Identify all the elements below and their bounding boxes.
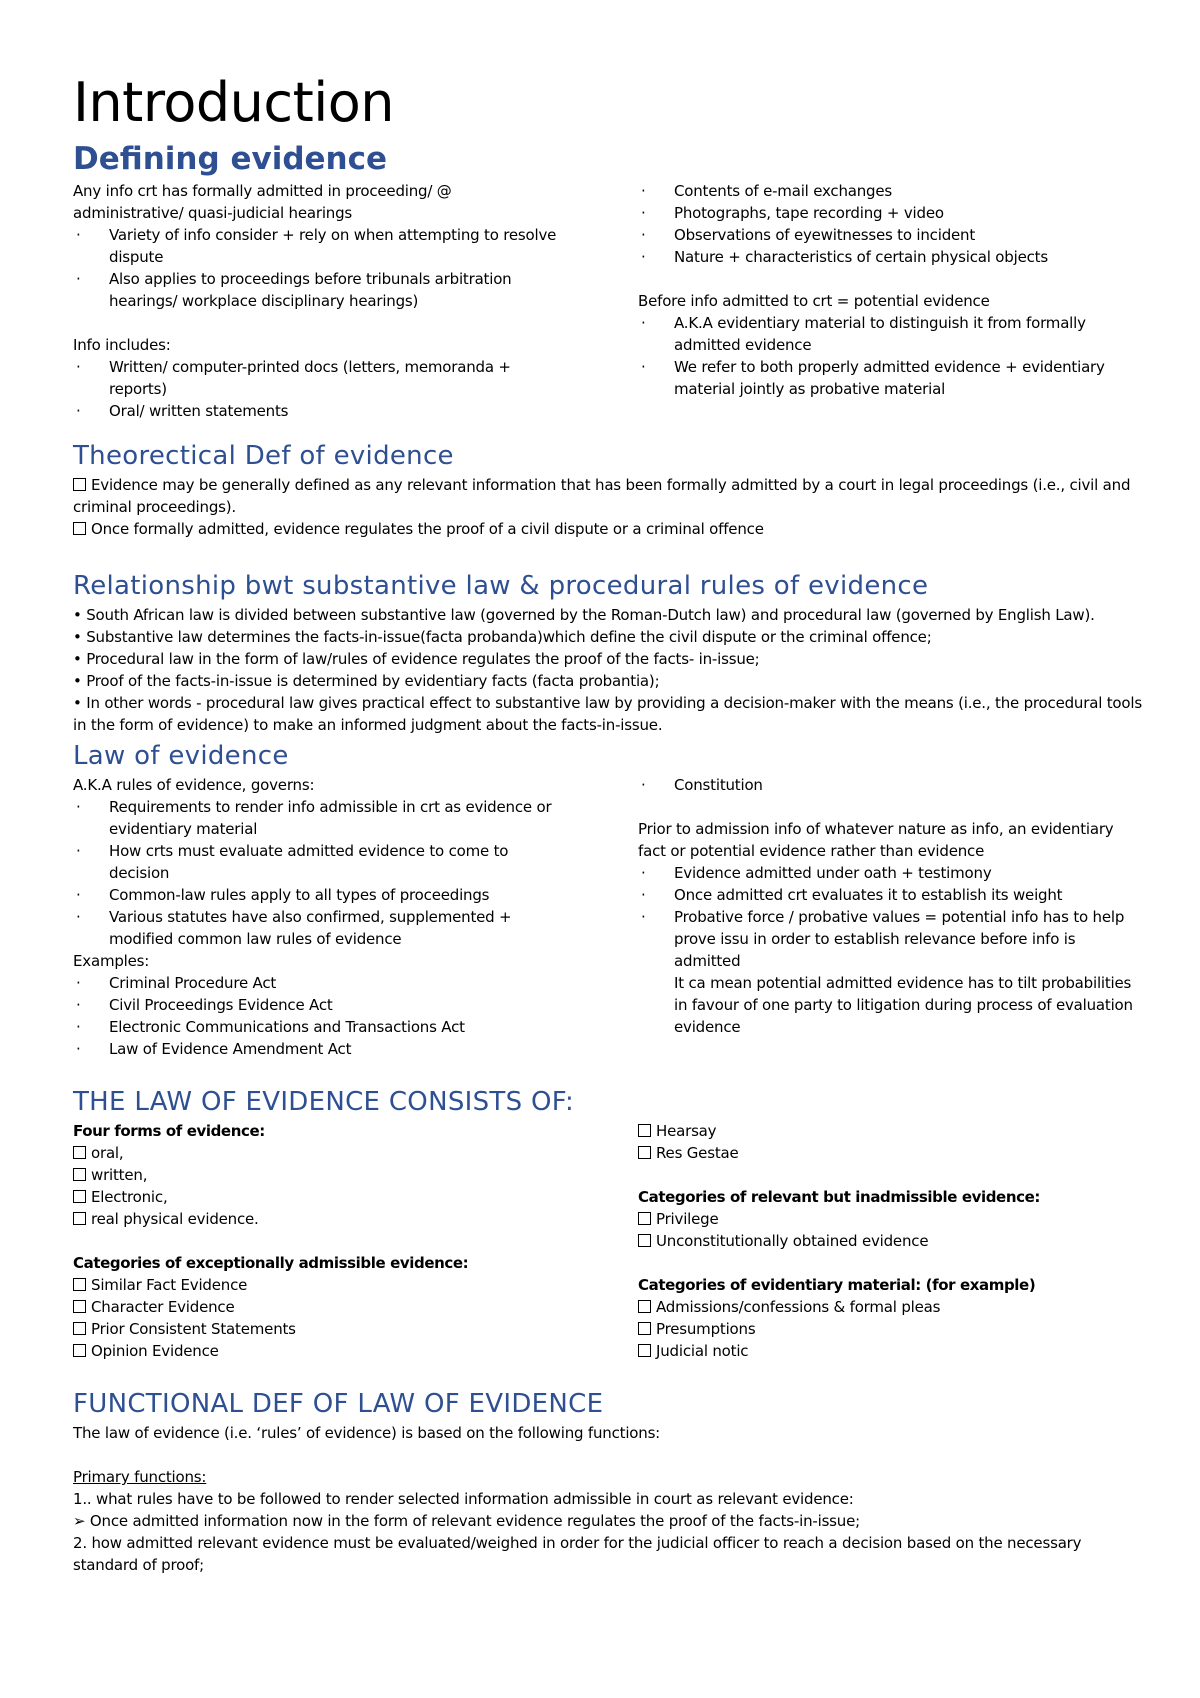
checkbox-item <box>73 518 1143 540</box>
list-item: · Requirements to render info admissible in crt as evidence or evidentiary material <box>73 796 569 840</box>
checkbox-item <box>638 1340 1143 1362</box>
checkbox-item <box>638 1318 1143 1340</box>
item-text: Presumptions <box>656 1320 756 1338</box>
material-label: Categories of evidentiary material: (for example) <box>638 1276 1036 1294</box>
checkbox-icon <box>638 1124 651 1137</box>
relationship-section <box>73 604 1143 736</box>
list-item: • Substantive law determines the facts-in-issue(facta probanda)which define the civil dispute or the criminal offence; <box>73 628 932 646</box>
checkbox-icon <box>73 1344 86 1357</box>
list-item: • Proof of the facts-in-issue is determined by evidentiary facts (facta probantia); <box>73 672 660 690</box>
checkbox-icon <box>638 1234 651 1247</box>
checkbox-icon <box>638 1300 651 1313</box>
item-text: Privilege <box>656 1210 719 1228</box>
checkbox-item <box>73 1164 638 1186</box>
list-item: • South African law is divided between substantive law (governed by the Roman-Dutch law) and procedural law (governed by English Law). <box>73 606 1095 624</box>
functional-section <box>73 1422 1143 1576</box>
item-text: Unconstitutionally obtained evidence <box>656 1232 929 1250</box>
checkbox-item <box>73 1274 638 1296</box>
list-item: · A.K.A evidentiary material to distinguish it from formally admitted evidence <box>638 312 1143 356</box>
list-item: · Oral/ written statements <box>73 400 638 422</box>
info-includes-label: Info includes: <box>73 336 171 354</box>
theoretical-section <box>73 474 1143 540</box>
page-title: Introduction <box>73 71 395 134</box>
list-item: · Various statutes have also confirmed, supplemented + modified common law rules of evidence <box>73 906 549 950</box>
list-item: · Civil Proceedings Evidence Act <box>73 994 638 1016</box>
item-text: real physical evidence. <box>91 1210 259 1228</box>
law-of-evidence-heading: Law of evidence <box>73 741 289 771</box>
list-item: · Common-law rules apply to all types of proceedings <box>73 884 638 906</box>
list-item: · Once admitted crt evaluates it to establish its weight <box>638 884 1143 906</box>
checkbox-item <box>73 1296 638 1318</box>
checkbox-icon <box>73 1168 86 1181</box>
item-text: Prior Consistent Statements <box>91 1320 296 1338</box>
list-item: · Electronic Communications and Transactions Act <box>73 1016 638 1038</box>
checkbox-item <box>638 1230 1143 1252</box>
list-item: · Criminal Procedure Act <box>73 972 638 994</box>
item-text: oral, <box>91 1144 124 1162</box>
checkbox-icon <box>73 1190 86 1203</box>
list-item: · Observations of eyewitnesses to incident <box>638 224 1143 246</box>
list-item: · Photographs, tape recording + video <box>638 202 1143 224</box>
list-item: · How crts must evaluate admitted evidence to come to decision <box>73 840 539 884</box>
checkbox-icon <box>638 1146 651 1159</box>
checkbox-item <box>73 1318 638 1340</box>
checkbox-icon <box>638 1322 651 1335</box>
checkbox-icon <box>73 522 86 535</box>
examples-label: Examples: <box>73 952 150 970</box>
primary-functions-label: Primary functions: <box>73 1468 207 1486</box>
item-text: Electronic, <box>91 1188 168 1206</box>
list-item: · Variety of info consider + rely on when attempting to resolve dispute <box>73 224 569 268</box>
defining-evidence-heading: Defining evidence <box>73 141 388 177</box>
checkbox-icon <box>73 1212 86 1225</box>
list-item: · Constitution <box>638 774 1143 796</box>
list-item: · Nature + characteristics of certain physical objects <box>638 246 1143 268</box>
item-text: Similar Fact Evidence <box>91 1276 248 1294</box>
item-text: Evidence may be generally defined as any relevant information that has been formally admitted by a court in legal proceedings (i.e., civil and criminal proceedings). <box>73 476 1131 516</box>
item-text: Judicial notic <box>656 1342 749 1360</box>
item-text: Once formally admitted, evidence regulates the proof of a civil dispute or a criminal offence <box>91 520 764 538</box>
law-of-evidence-section <box>73 774 1143 1060</box>
checkbox-icon <box>73 1322 86 1335</box>
checkbox-icon <box>73 1300 86 1313</box>
law-intro: A.K.A rules of evidence, governs: <box>73 776 315 794</box>
checkbox-item <box>73 1340 638 1362</box>
list-item: • In other words - procedural law gives practical effect to substantive law by providing a decision-maker with the means (i.e., the procedural tools in the form of evidence) to make an informed judgment about the facts-in-issue. <box>73 694 1142 734</box>
checkbox-item <box>73 1208 638 1230</box>
consists-heading: THE LAW OF EVIDENCE CONSISTS OF: <box>73 1087 575 1117</box>
defining-intro: Any info crt has formally admitted in proceeding/ @ administrative/ quasi-judicial hearings <box>73 182 452 222</box>
functional-intro: The law of evidence (i.e. ‘rules’ of evidence) is based on the following functions: <box>73 1424 661 1442</box>
item-text: written, <box>91 1166 148 1184</box>
document-page <box>73 70 1143 1576</box>
checkbox-item <box>73 1186 638 1208</box>
list-item: · Written/ computer-printed docs (letters, memoranda + reports) <box>73 356 529 400</box>
list-item: · Probative force / probative values = potential info has to help prove issu in order to establish relevance before info is admitted <box>638 906 1143 972</box>
item-text: Res Gestae <box>656 1144 739 1162</box>
theoretical-heading: Theorectical Def of evidence <box>73 441 454 471</box>
item-text: Admissions/confessions & formal pleas <box>656 1298 941 1316</box>
checkbox-icon <box>638 1212 651 1225</box>
checkbox-item <box>638 1296 1143 1318</box>
list-item: · Evidence admitted under oath + testimony <box>638 862 1143 884</box>
inadmissible-label: Categories of relevant but inadmissible evidence: <box>638 1188 1040 1206</box>
evaluation-note: It ca mean potential admitted evidence has to tilt probabilities in favour of one party to litigation during process of evaluation evidence <box>674 974 1133 1036</box>
checkbox-item <box>638 1120 1143 1142</box>
defining-evidence-section <box>73 180 1143 422</box>
checkbox-icon <box>73 1278 86 1291</box>
list-item: ➢ Once admitted information now in the form of relevant evidence regulates the proof of the facts-in-issue; <box>73 1512 860 1530</box>
checkbox-item <box>73 474 1143 518</box>
list-item: 1.. what rules have to be followed to render selected information admissible in court as relevant evidence: <box>73 1490 854 1508</box>
checkbox-icon <box>73 478 86 491</box>
item-text: Character Evidence <box>91 1298 235 1316</box>
list-item: · We refer to both properly admitted evidence + evidentiary material jointly as probative material <box>638 356 1143 400</box>
checkbox-item <box>638 1208 1143 1230</box>
potential-evidence-text: Before info admitted to crt = potential evidence <box>638 292 990 310</box>
relationship-heading: Relationship bwt substantive law & procedural rules of evidence <box>73 571 929 601</box>
prior-admission-text: Prior to admission info of whatever nature as info, an evidentiary fact or potential evidence rather than evidence <box>638 820 1114 860</box>
list-item: • Procedural law in the form of law/rules of evidence regulates the proof of the facts- in-issue; <box>73 650 760 668</box>
checkbox-item <box>73 1142 638 1164</box>
list-item: 2. how admitted relevant evidence must be evaluated/weighed in order for the judicial officer to reach a decision based on the necessary standard of proof; <box>73 1534 1082 1574</box>
checkbox-icon <box>73 1146 86 1159</box>
exceptional-label: Categories of exceptionally admissible evidence: <box>73 1254 469 1272</box>
functional-heading: FUNCTIONAL DEF OF LAW OF EVIDENCE <box>73 1389 604 1419</box>
consists-section <box>73 1120 1143 1362</box>
list-item: · Law of Evidence Amendment Act <box>73 1038 638 1060</box>
item-text: Opinion Evidence <box>91 1342 219 1360</box>
item-text: Hearsay <box>656 1122 717 1140</box>
checkbox-icon <box>638 1344 651 1357</box>
list-item: · Contents of e-mail exchanges <box>638 180 1143 202</box>
forms-label: Four forms of evidence: <box>73 1122 265 1140</box>
checkbox-item <box>638 1142 1143 1164</box>
list-item: · Also applies to proceedings before tribunals arbitration hearings/ workplace disciplinary hearings) <box>73 268 549 312</box>
